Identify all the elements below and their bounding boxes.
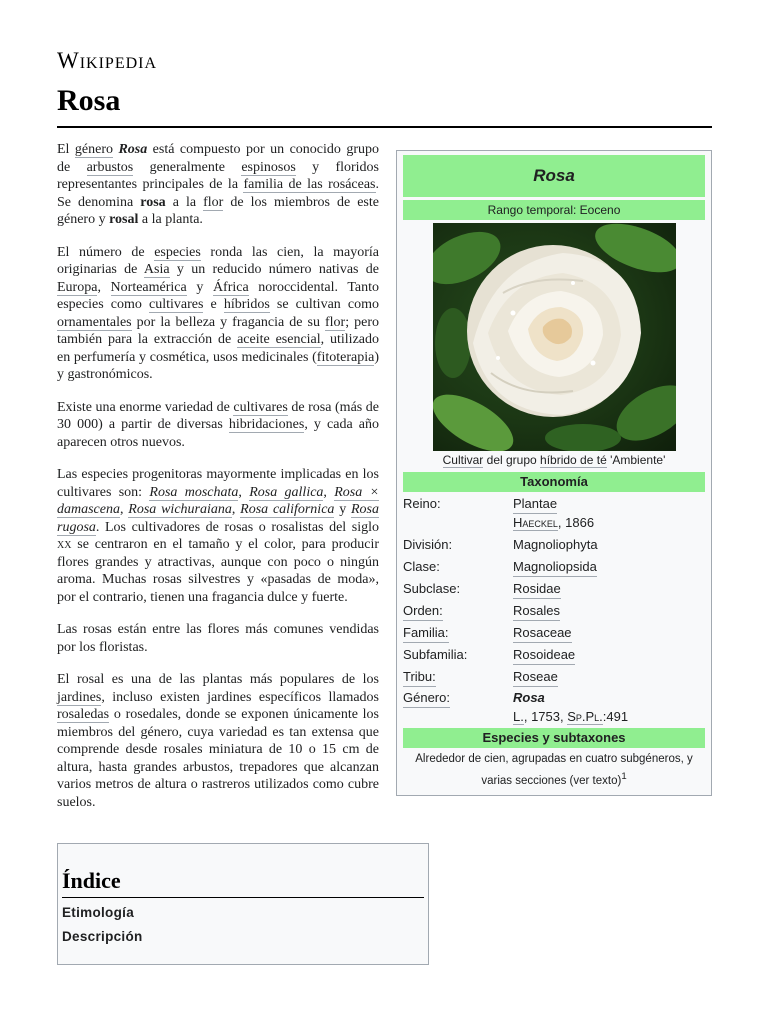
taxo-value-rosidae[interactable]: Rosidae <box>513 580 561 599</box>
link-rosa-gallica[interactable] <box>249 485 323 501</box>
rose-illustration <box>433 223 676 451</box>
text: 'Ambiente' <box>606 453 666 467</box>
table-of-contents <box>57 843 429 965</box>
text: de los miembros de este género y <box>57 194 379 227</box>
text: e <box>203 297 224 312</box>
link-rosaledas[interactable]: rosaledas <box>57 707 110 722</box>
text: noroccidental. Tanto especies como <box>57 279 380 312</box>
taxo-value: Magnoliophyta <box>513 537 598 552</box>
paragraph-species <box>57 244 379 384</box>
text: . Se denomina <box>57 177 380 210</box>
link-fitoterapia[interactable]: fitoterapia <box>316 349 375 365</box>
link-linnaeus[interactable]: L. <box>513 709 524 724</box>
text: Existe una enorme variedad de <box>57 399 234 415</box>
taxo-label: División: <box>403 537 453 552</box>
taxobox-title: Rosa <box>403 155 705 197</box>
text: y floridos representantes principales de la <box>57 159 379 192</box>
link-cultivar[interactable]: Cultivar <box>442 453 484 467</box>
bold-rosa-term: rosa <box>140 194 166 210</box>
text: se centraron en el tamaño y el color, para producir flores grandes y atractivas, aunque con poco o ningún aroma. Muchas rosas silvestres y «pasadas de moda», por el contrario, tienen una fragancia dulce y fuerte. <box>57 537 379 605</box>
species-header: Especies y subtaxones <box>403 728 705 748</box>
link-rosa-californica[interactable] <box>240 502 334 518</box>
taxo-value-rosa: Rosa <box>513 690 545 705</box>
species-name: Rosa californica <box>240 502 335 517</box>
link-hibrido-de-te[interactable]: híbrido de té <box>540 453 607 467</box>
taxo-label: Subclase: <box>403 581 461 596</box>
text: o rosedales, donde se exponen únicamente los miembros del género, cuya variedad es tan extensa que comprende desde rosales miniatura de 10 o 15 cm de altura, hasta grandes arbustos, trepadores que alcanzan varios metros de altura o rastreros utilizados como cubre suelos. <box>57 707 379 810</box>
rose-image[interactable] <box>433 223 676 451</box>
species-name: Rosa rugosa <box>57 502 379 535</box>
text: de rosa (más de 30 000) a partir de diversas <box>57 399 380 432</box>
article-body <box>57 141 379 826</box>
link-cultivares[interactable]: cultivares <box>149 297 204 312</box>
link-europa[interactable]: Europa <box>57 279 98 295</box>
text: ronda las cien, la mayoría originarias de <box>57 244 380 277</box>
text: , 1753, <box>523 709 568 724</box>
text: , y cada año aparecen otros nuevos. <box>57 417 379 450</box>
taxo-value-rosaceae[interactable]: Rosaceae <box>513 624 572 643</box>
link-africa[interactable]: África <box>212 279 249 295</box>
image-caption <box>403 453 705 467</box>
text: y <box>186 279 213 295</box>
link-familia-rosaceas[interactable]: familia de las rosáceas <box>243 177 376 192</box>
text: , utilizado en perfumería y cosmética, usos medicinales ( <box>57 332 379 365</box>
toc-divider <box>62 897 424 898</box>
text: . Los cultivadores de rosas o rosalistas del siglo <box>95 519 379 535</box>
link-flor[interactable]: flor <box>203 194 224 210</box>
text: a la <box>165 194 204 210</box>
text: y un reducido número nativas de <box>169 262 380 277</box>
paragraph-intro <box>57 141 379 229</box>
toc-title: Índice <box>62 868 121 893</box>
link-tribu[interactable]: Tribu: <box>403 668 436 687</box>
link-flor-2[interactable]: flor <box>324 314 346 330</box>
link-hibridos[interactable]: híbridos <box>223 297 270 312</box>
text: , <box>231 502 241 517</box>
taxonomy-header: Taxonomía <box>403 472 705 492</box>
taxobox <box>396 150 712 796</box>
link-jardines[interactable]: jardines <box>57 689 102 705</box>
link-genero[interactable]: género <box>74 142 113 157</box>
link-genero-label[interactable]: Género: <box>403 689 450 708</box>
bold-rosa: Rosa <box>118 142 148 157</box>
text: generalmente <box>133 159 242 175</box>
taxo-value-roseae[interactable]: Roseae <box>513 668 558 687</box>
toc-item-descripcion[interactable]: Descripción <box>62 929 143 944</box>
taxo-label: Subfamilia: <box>403 647 468 662</box>
link-ornamentales[interactable]: ornamentales <box>57 314 132 330</box>
text: y <box>334 502 351 517</box>
species-name: Rosa moschata <box>149 484 239 500</box>
link-arbustos[interactable]: arbustos <box>86 159 134 175</box>
bold-rosal-term: rosal <box>109 212 139 227</box>
text: Las especies progenitoras mayormente implicadas en los cultivares son: <box>57 467 379 500</box>
species-name: Rosa gallica <box>249 484 324 500</box>
reference-link[interactable]: 1 <box>621 771 627 782</box>
text: , <box>120 502 129 517</box>
link-sp-pl[interactable]: Sp.Pl. <box>567 709 603 724</box>
paragraph-progenitors <box>57 466 379 606</box>
species-name: Rosa × damascena <box>57 484 380 517</box>
text: :491 <box>602 709 629 724</box>
paragraph-varieties <box>57 399 379 452</box>
taxo-value-rosoideae[interactable]: Rosoideae <box>513 646 575 665</box>
link-aceite-esencial[interactable]: aceite esencial <box>237 332 321 347</box>
text: del grupo <box>483 453 541 467</box>
century-numeral: xx <box>57 537 72 552</box>
text: El <box>57 142 75 157</box>
link-cultivares-2[interactable]: cultivares <box>233 399 288 415</box>
text: se cultivan como <box>269 297 380 312</box>
link-familia[interactable]: Familia: <box>403 624 449 643</box>
species-name: Rosa wichuraiana <box>128 502 232 517</box>
text: por la belleza y fragancia de su <box>131 314 325 330</box>
text: ; pero también para la extracción de <box>57 314 379 347</box>
text: Las rosas están entre las flores más comunes vendidas por los floristas. <box>57 622 379 655</box>
text: , 1866 <box>557 515 595 530</box>
text: , <box>97 279 111 295</box>
text: , <box>323 484 335 500</box>
link-asia[interactable]: Asia <box>143 262 170 277</box>
taxo-value-rosales[interactable]: Rosales <box>513 602 560 621</box>
text: Alrededor de cien, agrupadas en cuatro subgéneros, y varias secciones (ver texto) <box>415 753 693 787</box>
text: a la planta. <box>138 212 203 227</box>
link-rosa-wichuraiana[interactable] <box>128 502 232 518</box>
paragraph-gardens <box>57 671 379 811</box>
taxo-value-magnoliopsida[interactable]: Magnoliopsida <box>513 558 597 577</box>
page-title: Rosa <box>57 84 121 117</box>
link-orden[interactable]: Orden: <box>403 602 443 621</box>
text: , <box>238 484 250 500</box>
text: El número de <box>57 244 155 260</box>
link-espinosos[interactable]: espinosos <box>241 159 296 175</box>
link-norteamerica[interactable]: Norteamérica <box>110 279 187 295</box>
taxo-label: Clase: <box>403 559 440 574</box>
toc-item-etimologia[interactable]: Etimología <box>62 905 135 920</box>
text: , incluso existen jardines específicos llamados <box>101 689 379 705</box>
wikipedia-logo[interactable]: Wikipedia <box>57 48 158 73</box>
link-hibridaciones[interactable]: hibridaciones <box>228 417 305 432</box>
title-divider <box>57 126 712 128</box>
species-text <box>403 751 705 790</box>
text: El rosal es una de las plantas más populares de los <box>57 672 379 687</box>
link-haeckel[interactable]: Haeckel <box>513 515 558 530</box>
paragraph-florists <box>57 621 379 656</box>
link-rosa-moschata[interactable] <box>149 485 238 501</box>
taxo-label: Reino: <box>403 496 441 511</box>
temporal-range: Rango temporal: Eoceno <box>403 200 705 220</box>
text: ) y gastronómicos. <box>57 349 379 382</box>
link-especies[interactable]: especies <box>154 244 201 260</box>
taxo-value-plantae[interactable]: Plantae <box>513 495 557 514</box>
text: está compuesto por un conocido grupo de <box>57 142 379 175</box>
